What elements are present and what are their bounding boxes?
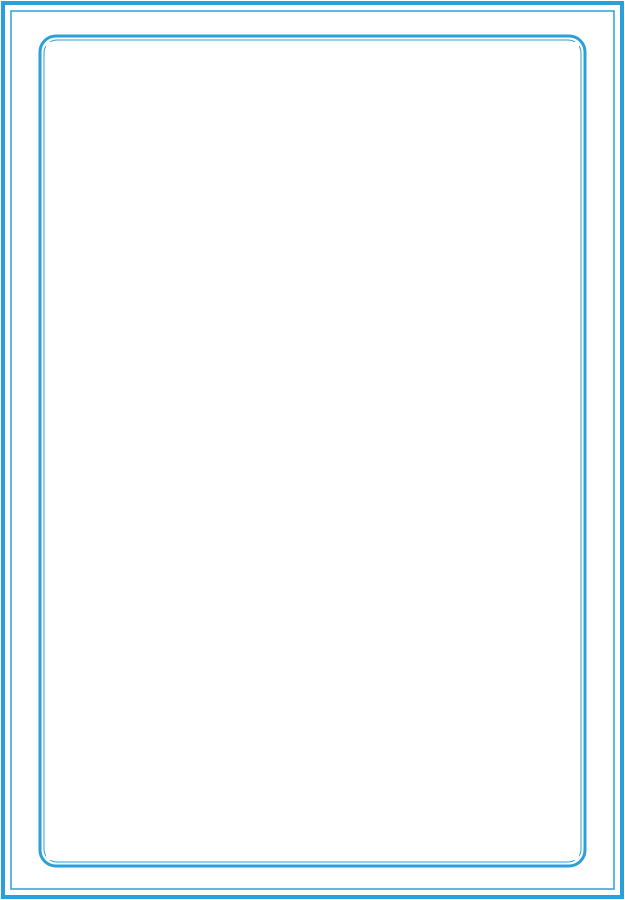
memo-sheet: [46, 42, 579, 860]
